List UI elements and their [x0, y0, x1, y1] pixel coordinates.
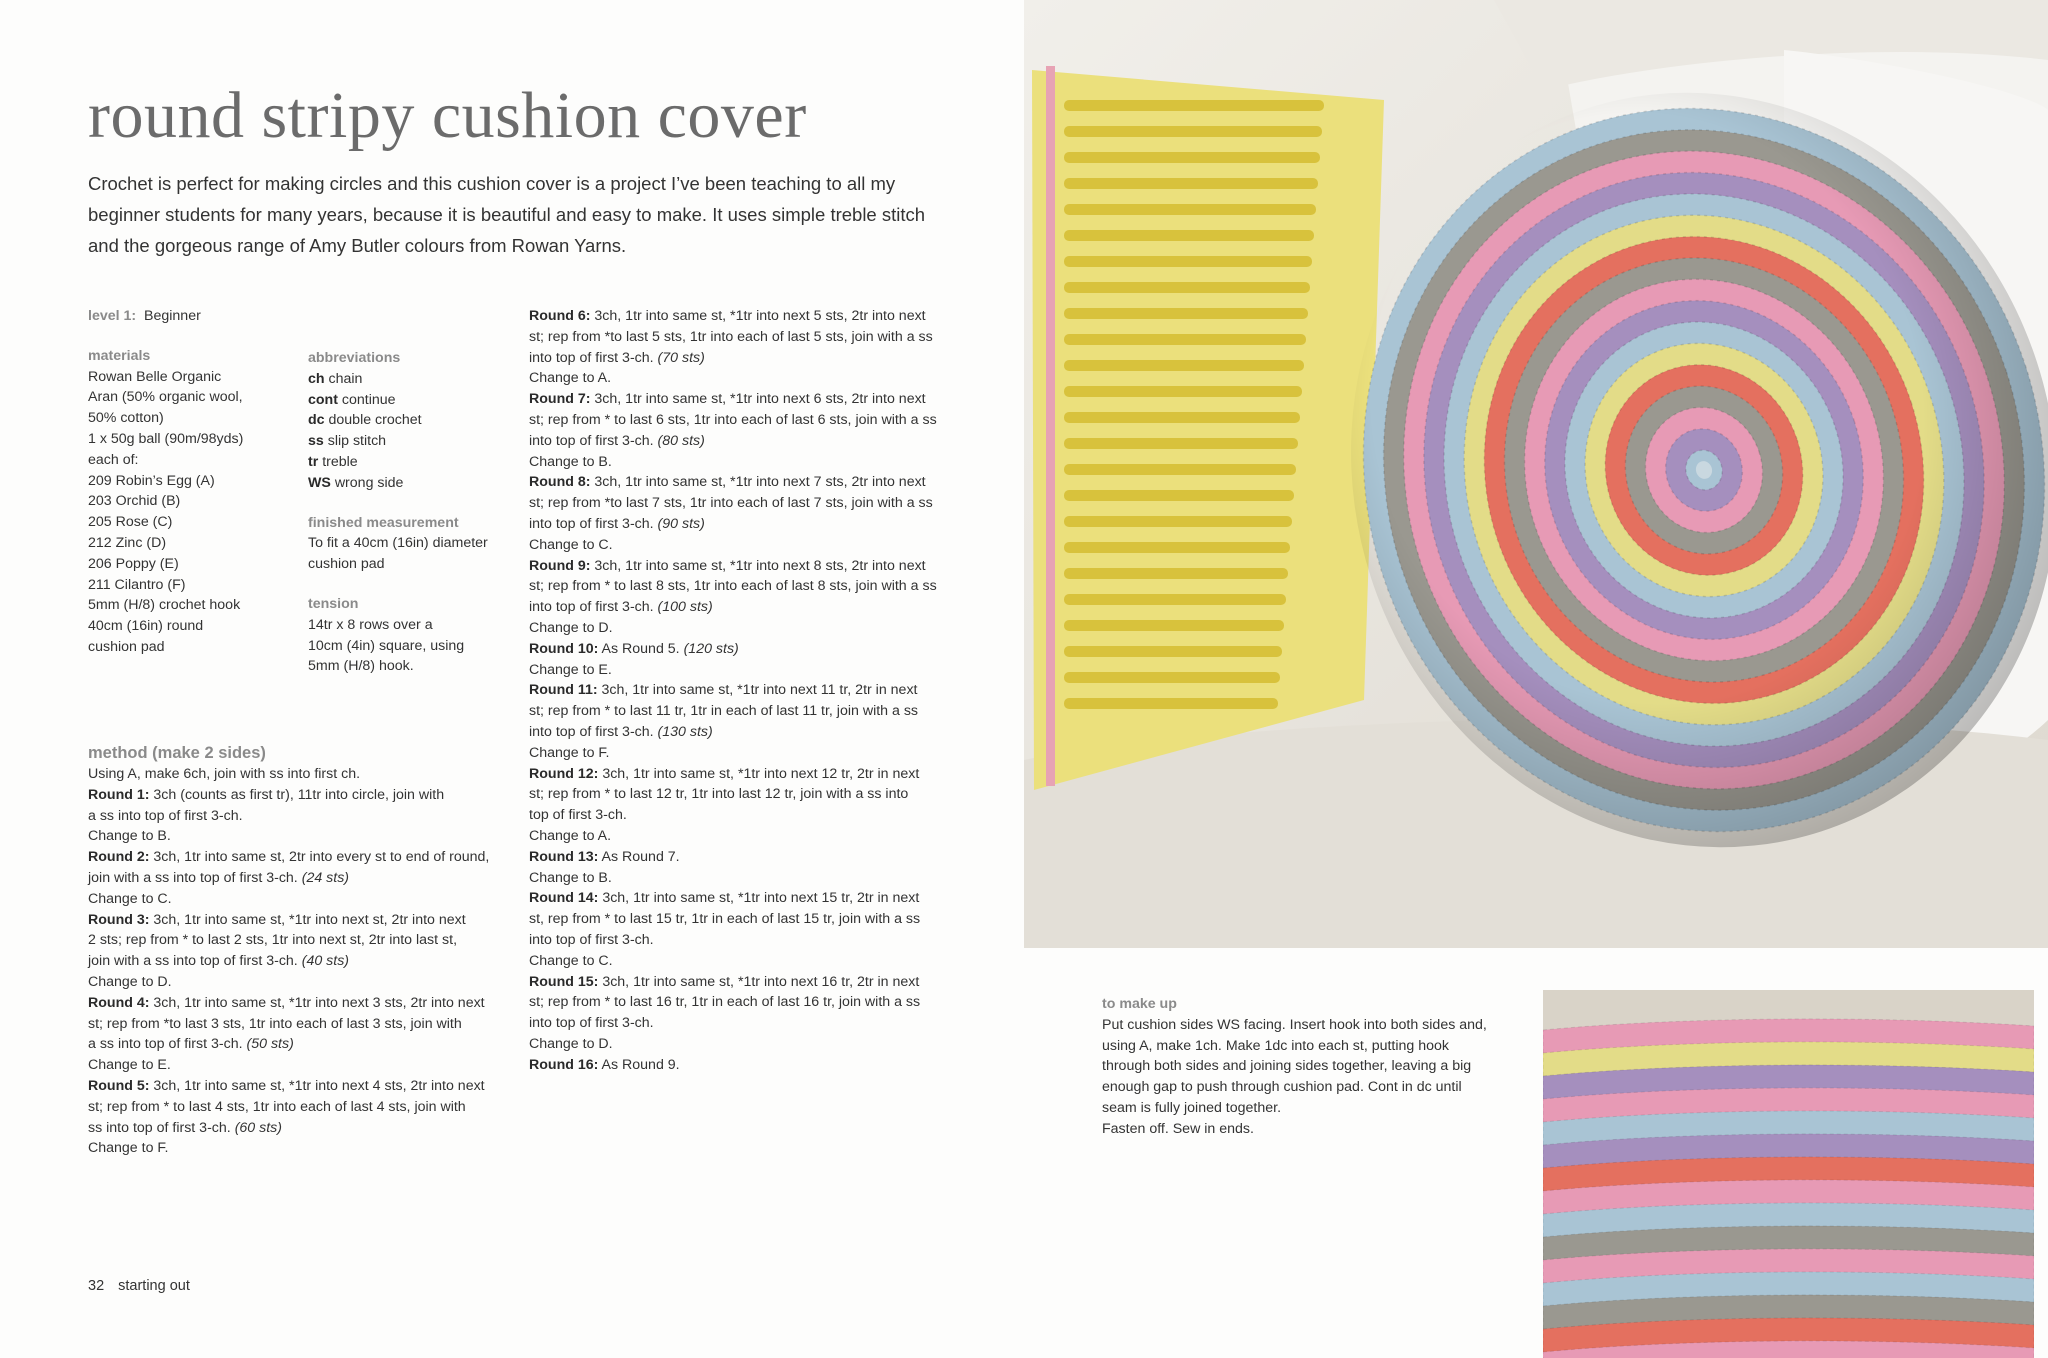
cushion-stripe	[1064, 308, 1308, 319]
abbreviation: cont	[308, 391, 338, 408]
round-label: Round 14:	[529, 890, 599, 907]
tension-text	[308, 615, 488, 677]
round-text: st; rep from * to last 16 tr, 1tr in each of last 16 tr, join with a ss	[529, 994, 921, 1011]
round-line	[529, 306, 937, 327]
round-line	[529, 431, 937, 452]
round-label: Round 8:	[529, 474, 591, 491]
tension-heading: tension	[308, 595, 359, 612]
round-text: into top of first 3-ch.	[529, 515, 654, 532]
cushion-stripe	[1064, 542, 1290, 553]
round-label: Round 16:	[529, 1056, 599, 1073]
round-line	[529, 972, 937, 993]
round-label: Round 11:	[529, 682, 598, 699]
round-line	[529, 348, 937, 369]
round-text: 2 sts; rep from * to last 2 sts, 1tr into next st, 2tr into last st,	[88, 932, 458, 949]
make-up-line: through both sides and joining sides together, leaving a big	[1102, 1058, 1472, 1075]
round-text: 3ch, 1tr into same st, 2tr into every st to end of round,	[153, 849, 490, 866]
abbreviation-item	[308, 390, 488, 411]
colour-change: Change to C.	[529, 952, 613, 969]
round-text: As Round 7.	[601, 848, 680, 865]
stitch-count: (130 sts)	[657, 723, 713, 740]
round-line	[529, 556, 937, 577]
round-text: ss into top of first 3-ch.	[88, 1119, 231, 1136]
materials-line: 205 Rose (C)	[88, 514, 173, 531]
round-label: Round 9:	[529, 557, 591, 574]
cushion-stripe	[1064, 464, 1296, 475]
seam-detail-photo	[1543, 990, 2034, 1358]
round-text: into top of first 3-ch.	[529, 931, 654, 948]
make-up-line: Fasten off. Sew in ends.	[1102, 1120, 1254, 1137]
cushion-stripe	[1064, 594, 1286, 605]
colour-change: Change to E.	[529, 661, 612, 678]
cushion-photo-illustration	[1024, 0, 2048, 948]
round-line	[529, 576, 937, 597]
stitch-count: (120 sts)	[683, 640, 739, 657]
cushion-stripe	[1064, 204, 1316, 215]
method-column-1	[88, 742, 489, 1159]
round-label: Round 2:	[88, 849, 150, 866]
materials-line: 1 x 50g ball (90m/98yds)	[88, 430, 244, 447]
cushion-stripe	[1064, 360, 1304, 371]
round-text: st, rep from * to last 15 tr, 1tr in each of last 15 tr, join with a ss	[529, 911, 921, 928]
round-line	[529, 514, 937, 535]
round-line	[88, 1014, 489, 1035]
round-text: a ss into top of first 3-ch.	[88, 807, 243, 824]
colour-change: Change to C.	[88, 890, 172, 907]
abbreviation-meaning: continue	[341, 391, 396, 408]
round-label: Round 4:	[88, 994, 150, 1011]
round-text: st; rep from * to last 11 tr, 1tr in each of last 11 tr, join with a ss	[529, 703, 919, 720]
materials-line: 5mm (H/8) crochet hook	[88, 597, 241, 614]
materials-line: Aran (50% organic wool,	[88, 389, 243, 406]
round-line	[529, 888, 937, 909]
cushion-stripe	[1064, 516, 1292, 527]
tension-line: 10cm (4in) square, using	[308, 637, 465, 654]
abbreviation-meaning: double crochet	[328, 412, 422, 429]
round-line	[529, 597, 937, 618]
abbreviation: dc	[308, 412, 325, 429]
abbreviation-meaning: chain	[328, 370, 363, 387]
finished-heading: finished measurement	[308, 514, 459, 531]
round-text: 3ch, 1tr into same st, *1tr into next 4 sts, 2tr into next	[153, 1077, 485, 1094]
round-line	[88, 868, 489, 889]
round-line	[88, 785, 489, 806]
abbreviation-item	[308, 410, 488, 431]
round-text: 3ch, 1tr into same st, *1tr into next st, 2tr into next	[153, 911, 466, 928]
round-text: 3ch, 1tr into same st, *1tr into next 3 sts, 2tr into next	[153, 994, 485, 1011]
round-text: st; rep from *to last 7 sts, 1tr into each of last 7 sts, join with a ss	[529, 495, 933, 512]
round-text: st; rep from * to last 8 sts, 1tr into each of last 8 sts, join with a ss	[529, 578, 937, 595]
cushion-stripe	[1064, 282, 1310, 293]
intro-line: beginner students for many years, because it is beautiful and easy to make. It uses simple treble stitch	[88, 204, 926, 225]
rounds-list	[88, 785, 489, 1159]
round-line	[88, 951, 489, 972]
stitch-count: (24 sts)	[301, 869, 350, 886]
round-text: into top of first 3-ch.	[529, 599, 654, 616]
round-text: 3ch, 1tr into same st, *1tr into next 6 sts, 2tr into next	[594, 391, 926, 408]
round-text: into top of first 3-ch.	[529, 723, 654, 740]
cushion-stripe	[1064, 620, 1284, 631]
round-line	[88, 930, 489, 951]
make-up-text	[1102, 1015, 1487, 1140]
materials-line: 206 Poppy (E)	[88, 555, 179, 572]
round-text: into top of first 3-ch.	[529, 1015, 654, 1032]
round-line	[529, 1055, 937, 1076]
page-number: 32	[88, 1278, 105, 1294]
round-text: st; rep from *to last 5 sts, 1tr into each of last 5 sts, join with a ss	[529, 328, 933, 345]
round-label: Round 12:	[529, 765, 599, 782]
round-text: into top of first 3-ch.	[529, 349, 654, 366]
cushion-stripe	[1064, 568, 1288, 579]
materials-line: 40cm (16in) round	[88, 618, 204, 635]
finished-line: cushion pad	[308, 556, 385, 573]
materials-line: Rowan Belle Organic	[88, 368, 222, 385]
info-column	[308, 348, 488, 677]
round-line	[529, 784, 937, 805]
round-text: a ss into top of first 3-ch.	[88, 1036, 243, 1053]
colour-change: Change to B.	[529, 869, 612, 886]
abbreviation-item	[308, 369, 488, 390]
abbreviation-meaning: treble	[322, 453, 358, 470]
round-text: As Round 9.	[601, 1056, 680, 1073]
materials-line: each of:	[88, 451, 139, 468]
round-text: st; rep from * to last 12 tr, 1tr into last 12 tr, join with a ss into	[529, 786, 909, 803]
round-line	[529, 992, 937, 1013]
round-text: 3ch, 1tr into same st, *1tr into next 16 tr, 2tr in next	[602, 973, 920, 990]
level-label: level 1:	[88, 308, 137, 324]
striped-cushion	[1032, 66, 1384, 790]
round-text: join with a ss into top of first 3-ch.	[88, 869, 298, 886]
make-up-line: Put cushion sides WS facing. Insert hook into both sides and,	[1102, 1016, 1487, 1033]
make-up-line: enough gap to push through cushion pad. Cont in dc until	[1102, 1079, 1462, 1096]
round-label: Round 5:	[88, 1077, 150, 1094]
abbreviation-item	[308, 452, 488, 473]
abbreviation: ss	[308, 433, 324, 450]
round-line	[88, 1118, 489, 1139]
round-text: 3ch, 1tr into same st, *1tr into next 8 sts, 2tr into next	[594, 557, 926, 574]
colour-change: Change to F.	[88, 1140, 169, 1157]
round-line	[529, 472, 937, 493]
rounds-list	[529, 306, 937, 1075]
round-line	[529, 764, 937, 785]
round-label: Round 10:	[529, 640, 599, 657]
stitch-count: (100 sts)	[657, 599, 713, 616]
round-line	[529, 680, 937, 701]
round-label: Round 13:	[529, 848, 599, 865]
method-intro: Using A, make 6ch, join with ss into first ch.	[88, 766, 361, 782]
round-label: Round 7:	[529, 391, 591, 408]
abbreviation-item	[308, 431, 488, 452]
round-line	[529, 639, 937, 660]
cushion-stripe	[1064, 412, 1300, 423]
round-line	[529, 493, 937, 514]
intro-line: and the gorgeous range of Amy Butler colours from Rowan Yarns.	[88, 235, 627, 256]
round-text: As Round 5.	[601, 640, 680, 657]
stitch-count: (60 sts)	[234, 1119, 282, 1136]
round-line	[88, 847, 489, 868]
round-text: st; rep from * to last 4 sts, 1tr into each of last 4 sts, join with	[88, 1098, 466, 1115]
round-label: Round 1:	[88, 786, 150, 803]
stitch-count: (40 sts)	[301, 953, 350, 970]
round-label: Round 15:	[529, 973, 599, 990]
round-line	[529, 805, 937, 826]
make-up-heading: to make up	[1102, 996, 1177, 1012]
round-line	[88, 1076, 489, 1097]
cushion-stripe	[1064, 334, 1306, 345]
abbreviation: WS	[308, 474, 331, 491]
colour-change: Change to B.	[88, 828, 171, 845]
round-label: Round 3:	[88, 911, 150, 928]
colour-change: Change to A.	[529, 370, 612, 387]
round-text: 3ch, 1tr into same st, *1tr into next 12 tr, 2tr in next	[602, 765, 920, 782]
round-line	[88, 1034, 489, 1055]
finished-measurement	[308, 533, 488, 575]
cushion-stripe	[1064, 672, 1280, 683]
round-text: 3ch, 1tr into same st, *1tr into next 15 tr, 2tr in next	[602, 890, 920, 907]
method-heading: method (make 2 sides)	[88, 744, 266, 762]
method-column-2	[529, 306, 937, 1075]
materials-list	[88, 367, 243, 658]
round-text: 3ch, 1tr into same st, *1tr into next 11 tr, 2tr in next	[601, 682, 918, 699]
make-up-section	[1102, 994, 1487, 1140]
colour-change: Change to D.	[88, 973, 172, 990]
round-text: join with a ss into top of first 3-ch.	[88, 953, 298, 970]
round-line	[529, 410, 937, 431]
round-line	[529, 701, 937, 722]
stitch-count: (90 sts)	[657, 515, 705, 532]
round-text: into top of first 3-ch.	[529, 432, 654, 449]
round-text: 3ch, 1tr into same st, *1tr into next 5 sts, 2tr into next	[594, 308, 926, 324]
section-name: starting out	[118, 1278, 190, 1294]
level-value: Beginner	[144, 308, 201, 324]
intro-line: Crochet is perfect for making circles and this cushion cover is a project I’ve been teaching to all my	[88, 173, 896, 194]
round-text: 3ch, 1tr into same st, *1tr into next 7 sts, 2tr into next	[594, 474, 926, 491]
round-line	[88, 910, 489, 931]
round-text: top of first 3-ch.	[529, 807, 627, 824]
page-footer	[88, 1278, 190, 1294]
page-title: round stripy cushion cover	[88, 79, 807, 152]
tension-line: 14tr x 8 rows over a	[308, 616, 433, 633]
abbreviation: ch	[308, 370, 325, 387]
finished-line: To fit a 40cm (16in) diameter	[308, 535, 488, 552]
abbreviation-meaning: wrong side	[334, 474, 404, 491]
colour-change: Change to E.	[88, 1057, 171, 1074]
intro-paragraph	[88, 168, 926, 261]
stitch-count: (50 sts)	[246, 1036, 294, 1053]
round-text: 3ch (counts as first tr), 11tr into circle, join with	[153, 786, 445, 803]
colour-change: Change to A.	[529, 827, 612, 844]
round-line	[88, 1097, 489, 1118]
abbreviations-heading: abbreviations	[308, 350, 401, 366]
round-line	[529, 847, 937, 868]
round-text: st; rep from * to last 6 sts, 1tr into each of last 6 sts, join with a ss	[529, 411, 937, 428]
round-line	[529, 930, 937, 951]
stitch-count: (80 sts)	[657, 432, 705, 449]
colour-change: Change to B.	[529, 453, 612, 470]
cushion-stripe	[1064, 386, 1302, 397]
make-up-line: using A, make 1ch. Make 1dc into each st, putting hook	[1102, 1037, 1450, 1054]
round-label: Round 6:	[529, 308, 591, 324]
abbreviation-item	[308, 473, 488, 494]
colour-change: Change to C.	[529, 536, 613, 553]
materials-heading: materials	[88, 347, 151, 364]
cushion-stripe	[1064, 178, 1318, 189]
round-line	[529, 909, 937, 930]
round-line	[88, 993, 489, 1014]
cushion-stripe	[1064, 152, 1320, 163]
colour-change: Change to F.	[529, 744, 610, 761]
materials-line: cushion pad	[88, 638, 165, 655]
materials-line: 203 Orchid (B)	[88, 493, 181, 510]
materials-line: 50% cotton)	[88, 410, 164, 427]
round-text: st; rep from *to last 3 sts, 1tr into each of last 3 sts, join with	[88, 1015, 462, 1032]
cushion-stripe	[1064, 230, 1314, 241]
colour-change: Change to D.	[529, 1035, 613, 1052]
seam-detail-illustration	[1543, 990, 2034, 1358]
stitch-count: (70 sts)	[657, 349, 705, 366]
cushion-stripe	[1064, 438, 1298, 449]
materials-line: 212 Zinc (D)	[88, 534, 167, 551]
round-line	[529, 327, 937, 348]
abbreviation-meaning: slip stitch	[327, 433, 387, 450]
cushion-stripe	[1064, 698, 1278, 709]
skill-level	[88, 306, 243, 327]
materials-column	[88, 306, 243, 658]
cushion-stripe	[1064, 490, 1294, 501]
cushion-stripe	[1064, 256, 1312, 267]
abbreviation: tr	[308, 453, 319, 470]
cushion-stripe	[1064, 126, 1322, 137]
make-up-line: seam is fully joined together.	[1102, 1099, 1282, 1116]
abbreviations-list	[308, 369, 488, 494]
tension-line: 5mm (H/8) hook.	[308, 658, 414, 675]
cushion-photo	[1024, 0, 2048, 948]
round-line	[88, 806, 489, 827]
cushion-stripe	[1064, 100, 1324, 111]
materials-line: 209 Robin’s Egg (A)	[88, 472, 215, 489]
round-line	[529, 389, 937, 410]
round-line	[529, 1013, 937, 1034]
materials-line: 211 Cilantro (F)	[88, 576, 186, 593]
cushion-stripe	[1064, 646, 1282, 657]
round-line	[529, 722, 937, 743]
colour-change: Change to D.	[529, 619, 613, 636]
